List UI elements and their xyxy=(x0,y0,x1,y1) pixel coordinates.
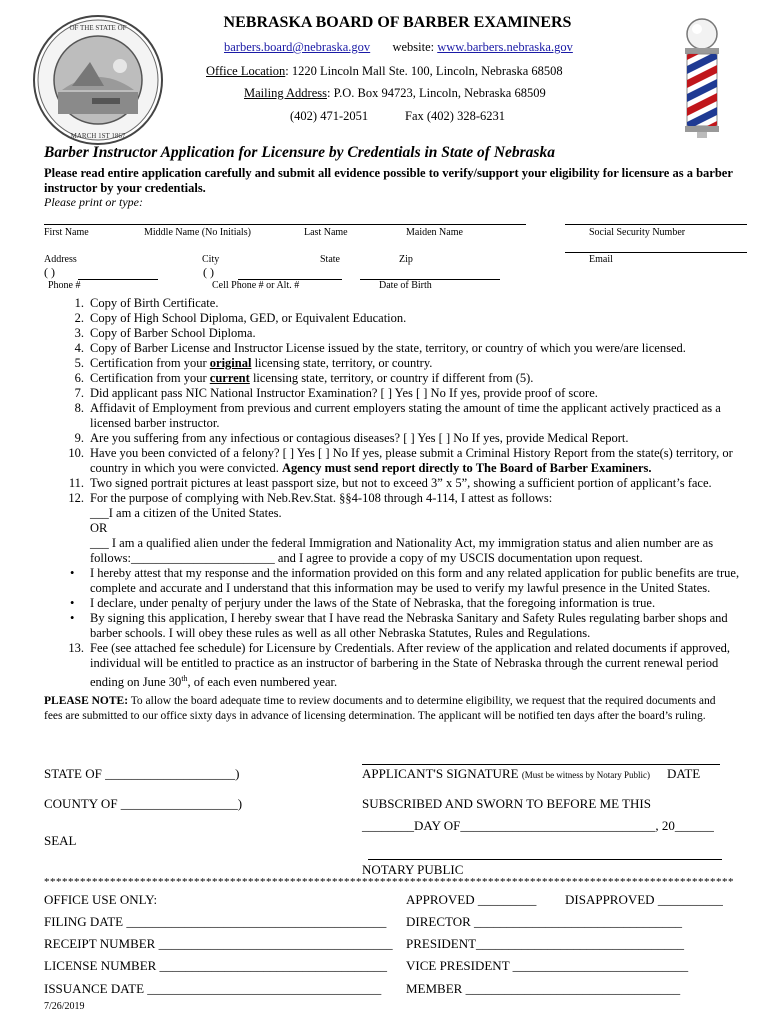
board-title: NEBRASKA BOARD OF BARBER EXAMINERS xyxy=(223,14,572,31)
form-title: Barber Instructor Application for Licensure by Credentials in State of Nebraska xyxy=(44,144,555,161)
instructions: Please read entire application carefully and submit all evidence possible to verify/support your eligibility for licensure as a barber instructor by your credentials. xyxy=(44,166,733,195)
svg-text:OF THE STATE OF: OF THE STATE OF xyxy=(69,24,127,32)
cell-area-code[interactable]: ( ) xyxy=(203,265,214,279)
disapproved-field[interactable]: DISAPPROVED __________ xyxy=(565,892,723,907)
citizen-option[interactable]: ___I am a citizen of the United States. xyxy=(90,506,282,520)
list-item: • I declare, under penalty of perjury under the laws of the State of Nebraska, that the foregoing information is true. xyxy=(70,596,656,610)
list-item: 10. Have you been convicted of a felony? [ ] Yes [ ] No If yes, please submit a Criminal History Report from the state(s) territory, or country in which you were convicted. Agency must send report directly to The Board of Barber Examiners. xyxy=(68,446,733,475)
last-name-field[interactable]: Last Name xyxy=(304,227,348,238)
vice-president-field[interactable]: VICE PRESIDENT ___________________________ xyxy=(406,958,689,973)
state-of-field[interactable]: STATE OF ____________________) xyxy=(44,766,240,781)
office-phone: (402) 471-2051 xyxy=(290,109,369,123)
mailing-address-value: : P.O. Box 94723, Lincoln, Nebraska 68509 xyxy=(326,86,546,100)
list-item: 8. Affidavit of Employment from previous and current employers stating the amount of time the applicant actively practiced as a licensed barber instructor. xyxy=(74,401,721,430)
list-item: 12. For the purpose of complying with Neb.Rev.Stat. §§4-108 through 4-114, I attest as follows: xyxy=(68,491,553,505)
list-item: • I hereby attest that my response and the information provided on this form and any related application for public benefits are true, complete and accurate and I understand that this information may be used to verify my lawful presence in the United States. xyxy=(70,566,740,595)
first-name-field[interactable]: First Name xyxy=(44,227,89,238)
website-label: website: xyxy=(392,40,435,54)
director-field[interactable]: DIRECTOR ________________________________ xyxy=(406,914,683,929)
date-of-birth-field[interactable]: Date of Birth xyxy=(379,280,432,291)
list-item: 11. Two signed portrait pictures at least passport size, but not to exceed 3” x 5”, showing a sufficient portion of applicant’s face. xyxy=(68,476,712,490)
list-item: 5. Certification from your original licensing state, territory, or country. xyxy=(74,356,433,370)
license-number-field[interactable]: LICENSE NUMBER ___________________________________ xyxy=(44,958,388,973)
svg-text:MARCH 1ST 1867: MARCH 1ST 1867 xyxy=(70,132,126,140)
alien-option[interactable]: ___ I am a qualified alien under the federal Immigration and Nationality Act, my immigration status and alien number are as follows:_______________________ and I agree to provide a copy of my USCIS documentation upon request. xyxy=(90,536,714,565)
mailing-address xyxy=(244,86,546,101)
email-field[interactable]: Email xyxy=(589,254,613,265)
phone-field[interactable]: Phone # xyxy=(48,280,81,291)
print-note: Please print or type: xyxy=(44,195,143,209)
phone-area-code[interactable]: ( ) xyxy=(44,265,55,279)
filing-date-field[interactable]: FILING DATE ________________________________________ xyxy=(44,914,387,929)
day-of-field[interactable]: ________DAY OF______________________________, 20______ xyxy=(362,818,714,833)
please-note-text: To allow the board adequate time to review documents and to determine eligibility, we request that the required documents and fees are submitted to our office sixty days in advance of licensing determination. The applicant will be notified ten days after the board’s ruling. xyxy=(44,695,716,722)
list-item: 6. Certification from your current licensing state, territory, or country if different from (5). xyxy=(74,371,534,385)
board-email-link[interactable]: barbers.board@nebraska.gov xyxy=(224,40,371,54)
office-location xyxy=(206,64,563,79)
list-item: • By signing this application, I hereby swear that I have read the Nebraska Sanitary and Safety Rules regulating barber shops and barber schools. I will obey these rules as well as all other Nebraska Statutes, Rules and Regulations. xyxy=(70,611,728,640)
state-field[interactable]: State xyxy=(320,254,340,265)
seal-label: SEAL xyxy=(44,833,77,848)
middle-name-field[interactable]: Middle Name (No Initials) xyxy=(144,227,251,238)
list-item: 4. Copy of Barber License and Instructor License issued by the state, territory, or country of which you were/are licensed. xyxy=(74,341,686,355)
office-use-only-label: OFFICE USE ONLY: xyxy=(44,892,158,907)
list-item: 3. Copy of Barber School Diploma. xyxy=(74,326,256,340)
requirements-list xyxy=(40,296,740,690)
receipt-number-field[interactable]: RECEIPT NUMBER ____________________________________ xyxy=(44,936,393,951)
applicant-signature-label: APPLICANT'S SIGNATURE xyxy=(362,766,519,781)
city-field[interactable]: City xyxy=(202,254,220,265)
address-field[interactable]: Address xyxy=(44,254,77,265)
or-separator: OR xyxy=(90,521,108,535)
list-item: 9. Are you suffering from any infectious or contagious diseases? [ ] Yes [ ] No If yes, provide Medical Report. xyxy=(74,431,629,445)
zip-field[interactable]: Zip xyxy=(399,254,413,265)
cell-phone-field[interactable]: Cell Phone # or Alt. # xyxy=(212,280,300,291)
revision-date: 7/26/2019 xyxy=(44,1001,85,1012)
sworn-statement: SUBSCRIBED AND SWORN TO BEFORE ME THIS xyxy=(362,796,651,811)
separator-stars: ******************************************************************************************************************* xyxy=(44,876,734,888)
state-seal xyxy=(32,14,164,146)
contact-line xyxy=(224,40,573,55)
signature-date-field[interactable]: DATE xyxy=(667,766,701,781)
county-of-field[interactable]: COUNTY OF __________________) xyxy=(44,796,243,811)
witness-note: (Must be witness by Notary Public) xyxy=(521,770,651,780)
list-item: 2. Copy of High School Diploma, GED, or Equivalent Education. xyxy=(74,311,407,325)
maiden-name-field[interactable]: Maiden Name xyxy=(406,227,463,238)
mailing-address-label: Mailing Address xyxy=(244,86,327,100)
barber-pole-icon xyxy=(675,14,729,140)
ssn-field[interactable]: Social Security Number xyxy=(589,227,686,238)
please-note xyxy=(44,694,734,724)
list-item: 7. Did applicant pass NIC National Instructor Examination? [ ] Yes [ ] No If yes, provide proof of score. xyxy=(74,386,598,400)
president-field[interactable]: PRESIDENT________________________________ xyxy=(406,936,685,951)
list-item: 13. Fee (see attached fee schedule) for Licensure by Credentials. After review of the application and related documents if approved, individual will be entitled to practice as an instructor of barbering in the State of Nebraska through the current renewal period ending on June 30th, of each even numbered year. xyxy=(68,641,731,690)
office-location-value: : 1220 Lincoln Mall Ste. 100, Lincoln, Nebraska 68508 xyxy=(285,64,563,78)
member-field[interactable]: MEMBER _________________________________ xyxy=(406,981,681,996)
notary-public-label: NOTARY PUBLIC xyxy=(362,862,464,877)
list-item: 1. Copy of Birth Certificate. xyxy=(74,296,219,310)
office-location-label: Office Location xyxy=(206,64,286,78)
issuance-date-field[interactable]: ISSUANCE DATE ____________________________________ xyxy=(44,981,382,996)
office-fax: Fax (402) 328-6231 xyxy=(405,109,505,123)
approved-field[interactable]: APPROVED _________ xyxy=(406,892,537,907)
please-note-label: PLEASE NOTE: xyxy=(44,695,129,707)
board-website-link[interactable]: www.barbers.nebraska.gov xyxy=(437,40,573,54)
applicant-signature-field[interactable] xyxy=(362,766,650,782)
